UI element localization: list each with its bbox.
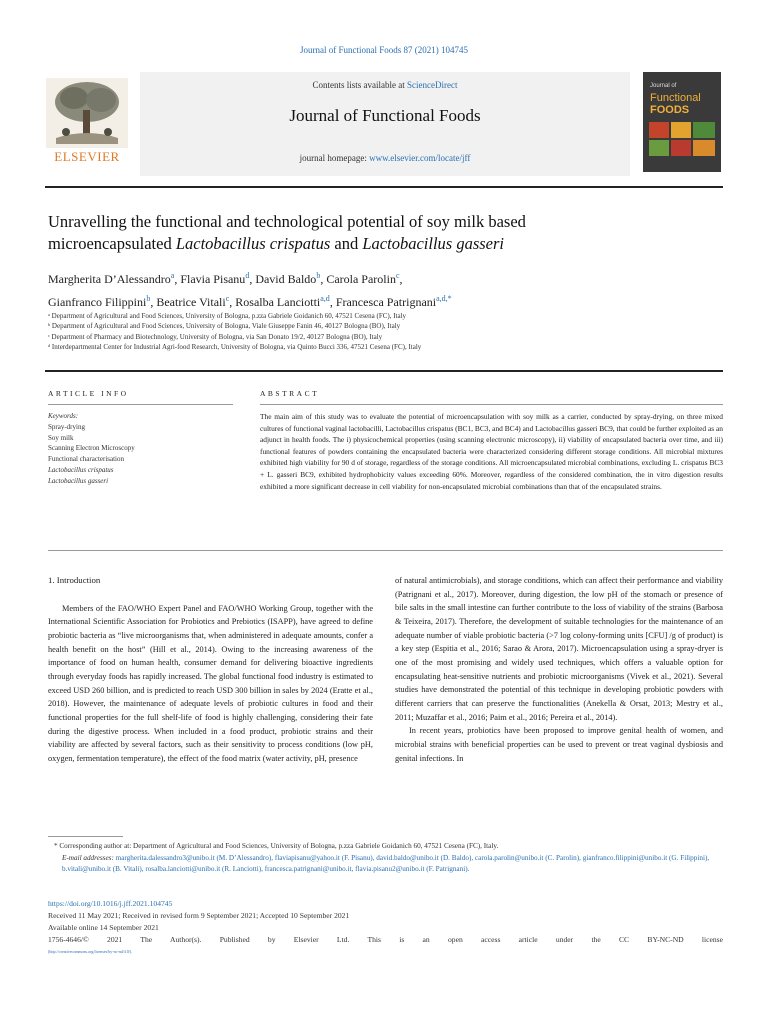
affiliation: ᶜ Department of Pharmacy and Biotechnology, University of Bologna, via San Donato 19/2, 40127 Bologna (BO), Italy <box>48 332 383 341</box>
license-link[interactable]: (http://creativecommons.org/licenses/by-nc-nd/4.0/). <box>48 949 133 954</box>
keyword: Functional characterisation <box>48 455 124 464</box>
corresponding-note: * Corresponding author at: Department of Agricultural and Food Sciences, University of Bologna, p.zza Gabriele Goidanich 60, 47521 Cesena (FC), Italy. <box>54 842 499 850</box>
affiliation: ᵇ Department of Agricultural and Food Sciences, University of Bologna, Viale Giuseppe Fanin 46, 40127 Bologna (BO), Italy <box>48 322 401 331</box>
article-info-heading: ARTICLE INFO <box>48 389 129 398</box>
email-note <box>48 853 723 876</box>
abstract-text: The main aim of this study was to evaluate the potential of microencapsulation with soy milk as a carrier, conducted by spray-drying, on three mixed cultures of functional vaginal lactobacilli, Lactobacillus crispatus (BC1, BC3, and BC4) and Lactobacillus gasseri BC9, that could be further exploited as an adjunct in health foods. The i) physicochemical properties (using scanning electronic microscopy), ii) viability of encapsulated bacteria over time, and iii) functional features of powders containing the encapsulated bacteria were characterized considering different storage conditions. All microbial mixtures exhibited high viability for 90 d of storage, regardless of the storage conditions. All microencapsulated microbial combinations, excluding L. crispatus BC3 + L. gasseri BC9, exhibited hydrophobicity values exceeding 60%. Moreover, regardless of the considered combination, the in vitro digestion results exhibited a more significant decrease in cell viability for non-encapsulated microbial combinations than that of the encapsulated strains. <box>260 412 723 491</box>
email-addresses[interactable]: margherita.dalessandro3@unibo.it (M. D’Alessandro), flaviapisanu@yahoo.it (F. Pisanu), david.baldo@unibo.it (D. Baldo), carola.parolin@unibo.it (C. Parolin), gianfranco.filippini@unibo.it (G. Filippini), b.vitali@unibo.it (B. Vitali), rosalba.lanciotti@unibo.it (R. Lanciotti), francesca.patrignani@unibo.it, flavia.pisanu2@unibo.it (F. Patrignani). <box>62 853 710 873</box>
cover-title <box>650 80 720 116</box>
doi-link[interactable]: https://doi.org/10.1016/j.jff.2021.104745 <box>48 899 173 908</box>
journal-title: Journal of Functional Foods <box>289 106 481 125</box>
abstract-heading: ABSTRACT <box>260 389 320 398</box>
journal-reference[interactable]: Journal of Functional Foods 87 (2021) 104745 <box>300 45 468 55</box>
article-title <box>48 211 708 255</box>
keyword: Lactobacillus gasseri <box>48 476 109 485</box>
cover-line-3: FOODS <box>650 104 690 116</box>
author[interactable]: David Baldo$^b$ <box>255 271 321 286</box>
author[interactable]: Flavia Pisanu$^d$ <box>180 271 250 286</box>
publication-meta <box>48 898 723 958</box>
author[interactable]: Francesca Patrignani$^{a,d,*}$ <box>335 294 452 309</box>
license-text: 1756-4646/© 2021 The Author(s). Published by Elsevier Ltd. This is an open access article under the CC BY-NC-ND license <box>48 935 723 944</box>
title-line-2 <box>48 233 708 255</box>
abstract-rule <box>260 404 723 405</box>
right-column <box>395 574 723 765</box>
received-dates: Received 11 May 2021; Received in revised form 9 September 2021; Accepted 10 September 2021 <box>48 911 350 920</box>
title-part: microencapsulated <box>48 234 176 253</box>
section-heading: 1. Introduction <box>48 575 101 585</box>
intro-paragraph-2: of natural antimicrobials), and storage conditions, which can affect their performance and viability (Patrignani et al., 2017). Moreover, during digestion, the low pH of the stomach or presence of bile salts in the small intestine can further contribute to the loss of viability of the strains (Barbosa & Teixeira, 2017). Therefore, the development of suitable technologies for the maintenance of an adequate number of viable probiotic bacteria (>7 log colony-forming units [CFU] /g of product) is a key step (Espitia et al., 2016; Sarao & Arora, 2017). Microencapsulation using a spray-dryer is one of the most promising and widely used techniques, which offers a valuable option for encapsulating heat-sensitive nutrients and probiotic microorganisms (Vivek et al., 2021). Several studies have demonstrated the potential of this technique in developing probiotic powders with different carriers that can preserve the functionalities (Anekella & Orsat, 2013; Mestry et al., 2011; Muzaffar et al., 2016; Paim et al., 2016; Pereira et al., 2014). <box>395 576 723 722</box>
contents-prefix: Contents lists available at <box>312 80 407 90</box>
email-label: E-mail addresses: <box>62 853 114 862</box>
sciencedirect-link[interactable]: ScienceDirect <box>407 80 458 90</box>
affiliation: ᵃ Department of Agricultural and Food Sciences, University of Bologna, p.zza Gabriele Goidanich 60, 47521 Cesena (FC), Italy <box>48 312 407 320</box>
author[interactable]: Carola Parolin$^c$ <box>326 271 400 286</box>
elsevier-tree-logo-icon <box>46 78 128 148</box>
keywords <box>48 411 233 487</box>
online-date: Available online 14 September 2021 <box>48 923 159 932</box>
abstract-end-rule <box>48 550 723 551</box>
author[interactable]: Gianfranco Filippini$^b$ <box>48 294 151 309</box>
journal-homepage <box>140 153 630 163</box>
info-rule <box>48 404 233 405</box>
affiliation: ᵈ Interdepartmental Center for Industrial Agri-food Research, University of Bologna, via Quinto Bucci 336, 47521 Cesena (FC), Italy <box>48 342 422 351</box>
info-divider <box>45 370 723 372</box>
title-species-1: Lactobacillus crispatus <box>175 234 331 253</box>
header-divider <box>45 186 723 188</box>
keyword: Spray-drying <box>48 422 85 431</box>
author[interactable]: Beatrice Vitali$^c$ <box>156 294 230 309</box>
cover-line-1: Journal of <box>650 83 677 89</box>
footnotes <box>48 841 723 876</box>
keyword: Lactobacillus crispatus <box>48 465 114 474</box>
footnote-rule <box>48 836 123 837</box>
author[interactable]: Margherita D’Alessandro$^a$ <box>48 271 175 286</box>
publisher-name: ELSEVIER <box>54 149 120 164</box>
title-part: and <box>330 234 363 253</box>
cover-line-2: Functional <box>650 92 701 104</box>
keyword: Soy milk <box>48 433 74 442</box>
intro-paragraph-1: Members of the FAO/WHO Expert Panel and FAO/WHO Working Group, together with the International Scientific Association for Probiotics and Prebiotics (ISAPP), have agreed to define probiotic bacteria as “live microorganisms that, when administered in adequate amounts, confer a health benefit on the host” (Hill et al., 2014). Owing to the increasing awareness of the importance of food on human health, consumer demand for delivering bioactive ingredients through everyday foods has rapidly increased. The global functional food industry is estimated to exceed USD 260 billion, and is predicted to reach USD 300 billion in sales by 2024 (Eratte et al., 2018). However, the maintenance of adequate levels of probiotic cultures in food and their functional properties for the full shelf-life of food is highly challenging, considering their fate during the digestive process. When included in a food product, probiotic strains and their viability are affected by several factors, such as their sensitivity to process conditions (low pH, oxygen, fermentation temperature), the effect of the food matrix (water activity, pH, presence <box>48 603 373 763</box>
author[interactable]: Rosalba Lanciotti$^{a,d}$ <box>235 294 330 309</box>
homepage-prefix: journal homepage: <box>299 153 370 163</box>
author-list: Margherita D’Alessandro$^a$, Flavia Pisanu$^d$, David Baldo$^b$, Carola Parolin$^c$, Gianfranco Filippini$^b$, Beatrice Vitali$^c$, Rosalba Lanciotti$^{a,d}$, Francesca Patrignani$^{a,d,*}$ <box>48 271 452 309</box>
homepage-link[interactable]: www.elsevier.com/locate/jff <box>369 153 471 163</box>
keyword: Scanning Electron Microscopy <box>48 444 135 453</box>
left-column <box>48 574 373 766</box>
title-species-2: Lactobacillus gasseri <box>362 234 505 253</box>
contents-line <box>140 80 630 90</box>
affiliations <box>48 311 708 352</box>
keywords-label: Keywords: <box>48 412 79 420</box>
title-line-1: Unravelling the functional and technological potential of soy milk based <box>48 212 526 231</box>
intro-paragraph-3: In recent years, probiotics have been proposed to improve genital health of women, and microbial strains with beneficial properties can be used to prevent or treat vaginal dysbiosis and genital infections. In <box>395 726 723 763</box>
